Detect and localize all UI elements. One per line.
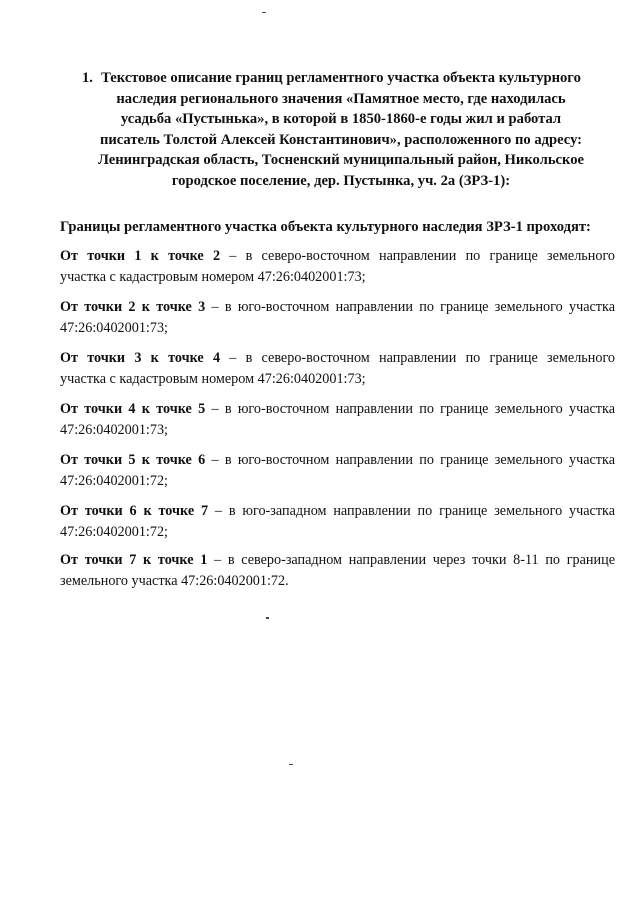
boundary-paragraph (60, 399, 615, 441)
boundary-lead: От точки 4 к точке 5 (60, 401, 206, 417)
boundary-paragraph (60, 297, 615, 339)
heading-line: писатель Толстой Алексей Константинович», расположенного по адресу: (99, 131, 583, 148)
boundary-text: – в юго-восточном направлении по границе земельного участка (205, 401, 615, 417)
boundary-text-cont: 47:26:0402001:73; (60, 422, 168, 438)
heading-line: усадьба «Пустынька», в которой в 1850-1860-е годы жил и работал (120, 111, 562, 128)
boundary-paragraph (60, 246, 615, 288)
boundary-paragraph (60, 501, 615, 543)
scan-speck (262, 12, 266, 13)
boundary-text: – в северо-западном направлении через точки 8-11 по границе (207, 552, 615, 568)
boundary-text-cont: 47:26:0402001:73; (60, 320, 168, 336)
boundary-text-cont: земельного участка 47:26:0402001:72. (60, 573, 289, 589)
heading-line: Текстовое описание границ регламентного участка объекта культурного (101, 70, 581, 86)
heading-line: наследия регионального значения «Памятное место, где находилась (116, 90, 566, 107)
boundary-text: – в юго-восточном направлении по границе земельного участка (205, 452, 615, 468)
boundary-text: – в северо-восточном направлении по границе земельного (220, 350, 616, 366)
boundary-text: – в юго-восточном направлении по границе земельного участка (205, 299, 615, 315)
document-heading (76, 68, 606, 192)
boundary-lead: От точки 5 к точке 6 (60, 452, 206, 468)
boundary-text-cont: 47:26:0402001:72; (60, 473, 168, 489)
boundary-text-cont: участка с кадастровым номером 47:26:0402001:73; (60, 269, 366, 285)
boundary-paragraph (60, 348, 615, 390)
heading-number: 1. (82, 70, 93, 86)
heading-line: Ленинградская область, Тосненский муниципальный район, Никольское (97, 152, 585, 169)
section-title: Границы регламентного участка объекта культурного наследия ЗРЗ-1 проходят: (60, 219, 591, 235)
boundary-text-cont: 47:26:0402001:72; (60, 524, 168, 540)
boundary-lead: От точки 2 к точке 3 (60, 299, 206, 315)
heading-line: городское поселение, дер. Пустынка, уч. 2а (ЗРЗ-1): (171, 172, 511, 189)
scan-speck (266, 617, 269, 619)
boundary-lead: От точки 1 к точке 2 (60, 248, 221, 264)
scan-speck (289, 764, 293, 765)
boundary-text: – в северо-восточном направлении по границе земельного (220, 248, 616, 264)
boundary-lead: От точки 6 к точке 7 (60, 503, 209, 519)
boundary-paragraph (60, 550, 615, 592)
boundary-paragraph (60, 450, 615, 492)
boundary-lead: От точки 3 к точке 4 (60, 350, 221, 366)
boundary-text: – в юго-западном направлении по границе земельного участка (208, 503, 616, 519)
boundary-text-cont: участка с кадастровым номером 47:26:0402001:73; (60, 371, 366, 387)
boundary-lead: От точки 7 к точке 1 (60, 552, 208, 568)
